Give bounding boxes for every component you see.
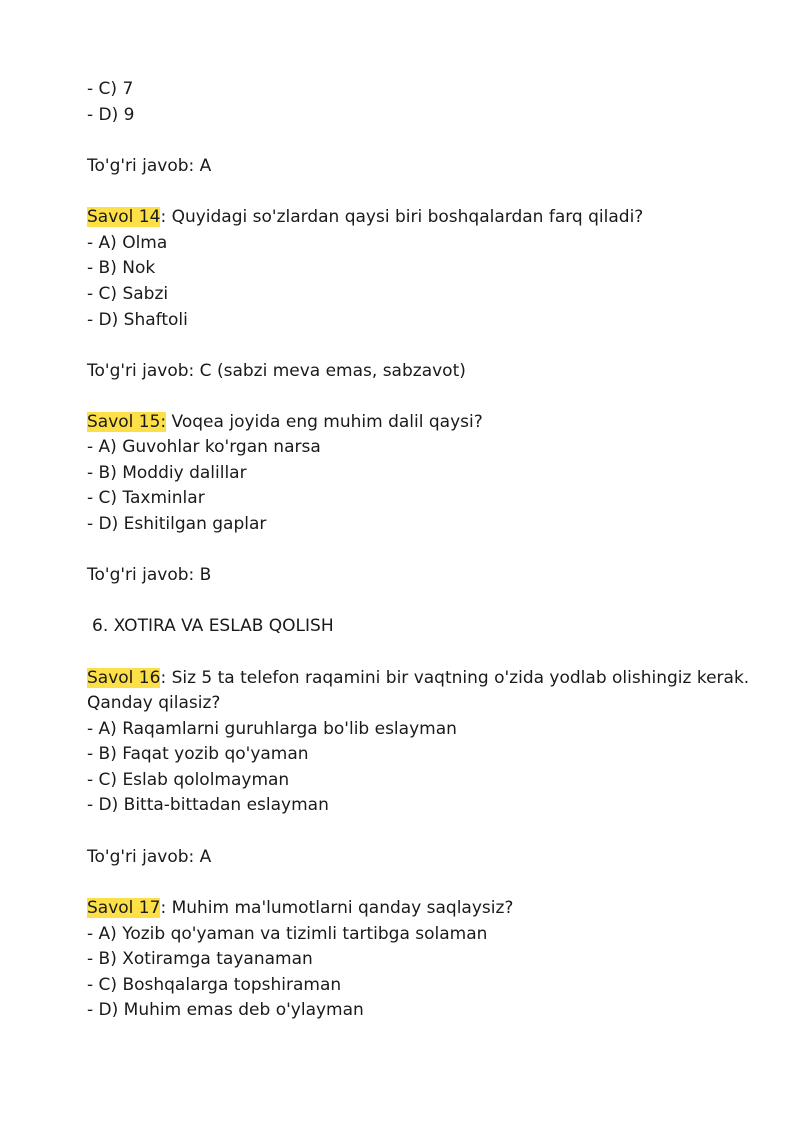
option-d: - D) Shaftoli <box>87 310 188 330</box>
option-c: - C) 7 <box>87 79 134 99</box>
question-text: : Siz 5 ta telefon raqamini bir vaqtning o'zida yodlab olishingiz kerak. <box>160 668 750 688</box>
option-a: - A) Olma <box>87 233 168 253</box>
question-label-highlight: Savol 15: <box>87 412 167 432</box>
option-d: - D) Muhim emas deb o'ylayman <box>87 1000 364 1020</box>
option-c: - C) Taxminlar <box>87 488 205 508</box>
answer-line: To'g'ri javob: B <box>87 565 212 585</box>
section-heading: 6. XOTIRA VA ESLAB QOLISH <box>92 616 334 636</box>
question-text-continued: Qanday qilasiz? <box>87 693 221 713</box>
option-d: - D) Bitta-bittadan eslayman <box>87 795 329 815</box>
question-16 <box>87 666 749 690</box>
option-d: - D) 9 <box>87 105 135 125</box>
option-c: - C) Sabzi <box>87 284 169 304</box>
question-17 <box>87 896 513 920</box>
option-b: - B) Faqat yozib qo'yaman <box>87 744 309 764</box>
option-a: - A) Guvohlar ko'rgan narsa <box>87 437 321 457</box>
option-c: - C) Eslab qololmayman <box>87 770 290 790</box>
option-b: - B) Xotiramga tayanaman <box>87 949 313 969</box>
answer-line: To'g'ri javob: C (sabzi meva emas, sabzavot) <box>87 361 466 381</box>
option-c: - C) Boshqalarga topshiraman <box>87 975 342 995</box>
answer-line: To'g'ri javob: A <box>87 847 212 867</box>
question-text: : Muhim ma'lumotlarni qanday saqlaysiz? <box>160 898 514 918</box>
question-text: : Quyidagi so'zlardan qaysi biri boshqalardan farq qiladi? <box>160 207 644 227</box>
option-a: - A) Yozib qo'yaman va tizimli tartibga solaman <box>87 924 488 944</box>
option-a: - A) Raqamlarni guruhlarga bo'lib eslayman <box>87 719 457 739</box>
option-b: - B) Nok <box>87 258 156 278</box>
answer-line: To'g'ri javob: A <box>87 156 212 176</box>
option-b: - B) Moddiy dalillar <box>87 463 247 483</box>
question-15 <box>87 410 483 434</box>
question-14 <box>87 205 643 229</box>
question-label-highlight: Savol 16 <box>87 668 161 688</box>
question-text: Voqea joyida eng muhim dalil qaysi? <box>166 412 483 432</box>
option-d: - D) Eshitilgan gaplar <box>87 514 267 534</box>
question-label-highlight: Savol 14 <box>87 207 161 227</box>
question-label-highlight: Savol 17 <box>87 898 161 918</box>
